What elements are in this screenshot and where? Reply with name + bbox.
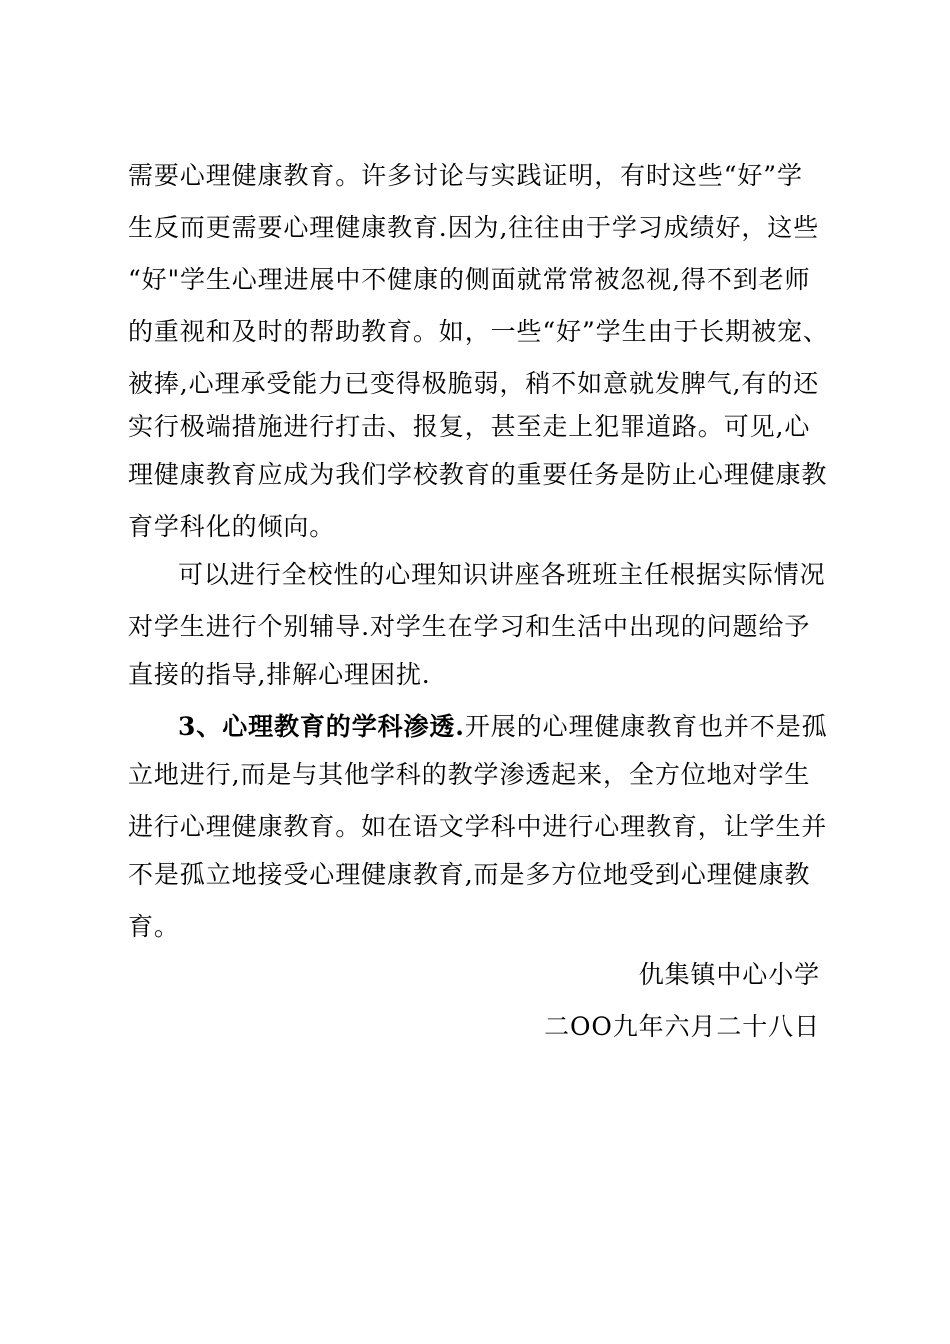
paragraph-1-line-3: “好"学生心理进展中不健康的侧面就常常被忽视,得不到老师 xyxy=(128,265,811,294)
section-heading: 3、心理教育的学科渗透. xyxy=(178,712,465,741)
paragraph-2-line-1: 可以进行全校性的心理知识讲座各班班主任根据实际情况 xyxy=(178,560,826,589)
paragraph-3-line-4: 不是孤立地接受心理健康教育,而是多方位地受到心理健康教 xyxy=(128,860,811,889)
signature-date: 二OO九年六月二十八日 xyxy=(544,1012,820,1041)
paragraph-3-line-2: 立地进行,而是与其他学科的教学渗透起来，全方位地对学生 xyxy=(128,760,811,789)
paragraph-1-line-6: 实行极端措施进行打击、报复，甚至走上犯罪道路。可见,心 xyxy=(128,412,811,441)
paragraph-1-line-4: 的重视和及时的帮助教育。如，一些“好”学生由于长期被宠、 xyxy=(128,317,829,346)
paragraph-3-line-1 xyxy=(178,711,828,743)
paragraph-2-line-3: 直接的指导,排解心理困扰. xyxy=(128,660,431,689)
signature-organization: 仇集镇中心小学 xyxy=(638,960,820,989)
paragraph-2-line-2: 对学生进行个别辅导.对学生在学习和生活中出现的问题给予 xyxy=(128,612,811,641)
paragraph-1-line-8: 育学科化的倾向。 xyxy=(128,512,336,541)
paragraph-1-line-1: 需要心理健康教育。许多讨论与实践证明，有时这些“好”学 xyxy=(128,161,803,190)
paragraph-1-line-7: 理健康教育应成为我们学校教育的重要任务是防止心理健康教 xyxy=(128,460,828,489)
paragraph-3-line-5: 育。 xyxy=(128,912,180,941)
paragraph-3-line-3: 进行心理健康教育。如在语文学科中进行心理教育，让学生并 xyxy=(128,812,828,841)
paragraph-3-first-line-text: 开展的心理健康教育也并不是孤 xyxy=(464,712,828,741)
paragraph-1-line-2: 生反而更需要心理健康教育.因为,往往由于学习成绩好，这些 xyxy=(128,213,820,242)
paragraph-1-line-5: 被捧,心理承受能力已变得极脆弱，稍不如意就发脾气,有的还 xyxy=(128,369,820,398)
